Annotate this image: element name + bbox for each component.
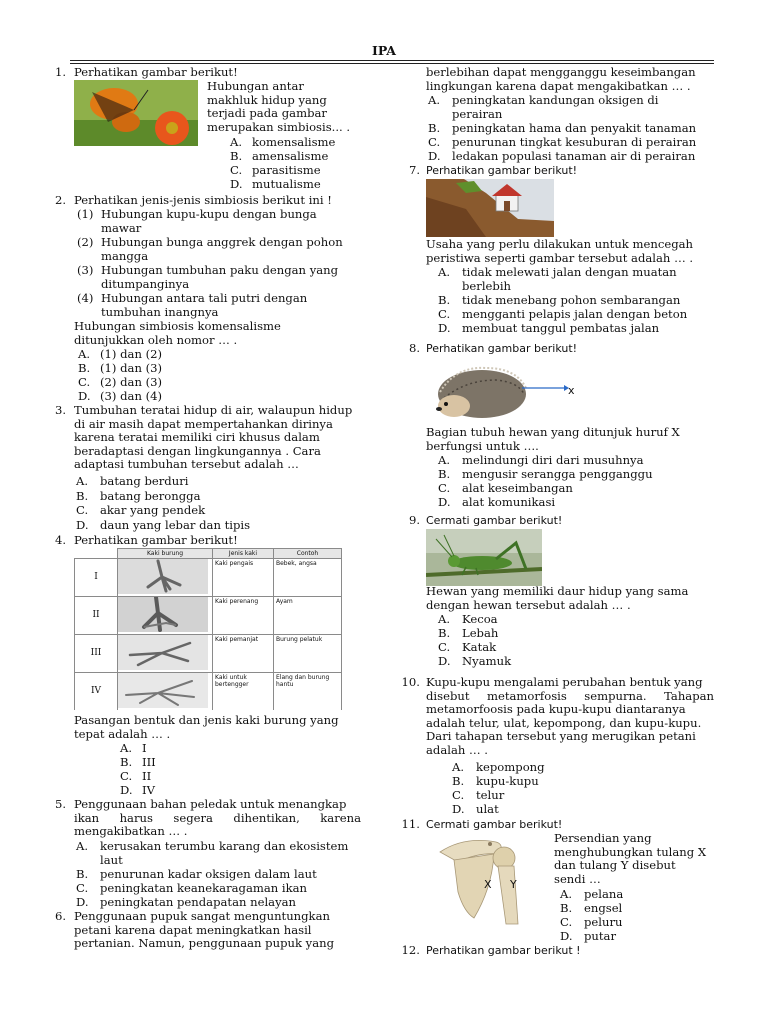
label-y: Y <box>510 878 517 891</box>
table-header: Contoh <box>274 549 342 559</box>
question-6 <box>44 910 364 954</box>
question-text: Penggunaan pupuk sangat menguntungkan petani karena dapat meningkatkan hasil pertanian. Namun, penggunaan pupuk yang <box>74 909 335 951</box>
desc-line: makhluk hidup yang <box>207 92 327 107</box>
question-prompt: Hewan yang memiliki daur hidup yang sama dengan hewan tersebut adalah … . <box>426 584 689 612</box>
question-2: 2. Perhatikan jenis-jenis simbiosis berikut ini ! (1) Hubungan kupu-kupu dengan bunga mawar (2) Hubungan bunga anggrek dengan pohon mangga (3) Hubungan tumbuhan paku dengan yang ditumpanginya (4) Hubungan antara tali putri dengan tumbuhan inangnya Hubungan simbiosis komensalisme ditunjukkan oleh nomor … . A. (1) dan (2) B. (1) dan (3) C. (2) dan (3) D. (3) dan (4) <box>44 194 364 406</box>
bird-foot-image <box>118 673 213 711</box>
table-header: Jenis kaki <box>213 549 274 559</box>
label-x: x <box>568 384 575 397</box>
question-description: Persendian yang menghubungkan tulang X dan tulang Y disebut sendi … <box>554 831 707 886</box>
question-10: 10. Kupu-kupu mengalami perubahan bentuk yang disebut metamorfosis sempurna. Tahapan metamorfoosis pada kupu-kupu diantaranya adalah telur, ulat, kepompong, dan kupu-kupu. Dari tahapan tersebut yang merugikan petani adalah … . A. kepompong B. kupu-kupu C. telur D. ulat <box>398 676 718 818</box>
question-prompt: Pasangan bentuk dan jenis kaki burung yang <box>74 713 339 727</box>
question-6-continued: berlebihan dapat mengganggu keseimbangan lingkungan karena dapat mengakibatkan … . A. peningkatan kandungan oksigen di perairan B. peningkatan hama dan penyakit tanaman C. penurunan tingkat kesuburan di perairan D. ledakan populasi tanaman air di perairan <box>398 66 718 166</box>
question-11: 11. Cermati gambar berikut! X Y Persendian yang menghubungkan tulang X dan tulang Y disebut sendi … A. pelana B. engsel C. peluru D. putar <box>398 818 718 942</box>
header-rule-thin <box>70 63 714 64</box>
question-text: Perhatikan jenis-jenis simbiosis berikut ini ! <box>74 193 332 207</box>
page-header: IPA <box>371 43 397 58</box>
question-number: 10. <box>401 675 420 689</box>
question-text: Tumbuhan teratai hidup di air, walaupun hidup di air masih dapat mempertahankan dirinya karena teratai memiliki ciri khusus dalam beradaptasi dengan lingkungannya . Cara adaptasi tumbuhan tersebut adalah … <box>74 403 353 472</box>
table-row: III Kaki pemanjat Burung pelatuk <box>75 635 342 673</box>
question-number: 1. <box>54 65 66 79</box>
list-item: (1) Hubungan kupu-kupu dengan bunga mawar <box>77 207 317 235</box>
question-number: 3. <box>54 403 66 417</box>
hedgehog-image <box>426 358 586 422</box>
question-number: 11. <box>401 817 420 831</box>
table-row: I Kaki pengais Bebek, angsa <box>75 559 342 597</box>
desc-line: terjadi pada gambar <box>207 106 327 121</box>
question-prompt: ditunjukkan oleh nomor … . <box>74 333 238 347</box>
list-item: (4) Hubungan antara tali putri dengan tumbuhan inangnya <box>77 291 308 319</box>
question-number: 9. <box>408 513 420 527</box>
question-number: 4. <box>54 533 66 547</box>
question-prompt: Usaha yang perlu dilakukan untuk mencegah peristiwa seperti gambar tersebut adalah … . <box>426 237 694 265</box>
question-text: Penggunaan bahan peledak untuk menangkap ikan harus segera dihentikan, karena mengakibatkan … . <box>74 797 361 839</box>
question-text: Perhatikan gambar berikut! <box>426 342 578 355</box>
question-text: Cermati gambar berikut! <box>426 514 563 527</box>
question-5: 5. Penggunaan bahan peledak untuk menangkap ikan harus segera dihentikan, karena mengakibatkan … . A. kerusakan terumbu karang dan ekosistem laut B. penurunan kadar oksigen dalam laut C. peningkatan keanekaragaman ikan D. peningkatan pendapatan nelayan <box>44 798 364 910</box>
question-text: berlebihan dapat mengganggu keseimbangan lingkungan karena dapat mengakibatkan … . <box>426 65 696 93</box>
table-row: IV Kaki untuk bertengger Elang dan burung hantu <box>75 673 342 711</box>
question-number: 6. <box>54 909 66 923</box>
question-number: 12. <box>401 943 420 957</box>
question-text: Cermati gambar berikut! <box>426 818 563 831</box>
question-1: 1. Perhatikan gambar berikut! Hubungan antar makhluk hidup yang terjadi pada gambar merupakan simbiosis... . A. komensalisme B. amensalisme C. parasitisme D. mutualisme <box>44 66 364 196</box>
question-9: 9. Cermati gambar berikut! Hewan yang memiliki daur hidup yang sama dengan hewan tersebut adalah … . A. Kecoa B. Lebah C. Katak D. Nyamuk <box>398 514 718 674</box>
question-text: Perhatikan gambar berikut! <box>426 164 578 177</box>
question-12 <box>398 944 718 960</box>
question-text: Kupu-kupu mengalami perubahan bentuk yang disebut metamorfosis sempurna. Tahapan metamorfoosis pada kupu-kupu diantaranya adalah telur, ulat, kepompong, dan kupu-kupu. Dari tahapan tersebut yang merugikan petani adalah … . <box>426 675 714 757</box>
question-number: 7. <box>408 163 420 177</box>
bird-feet-table <box>74 548 342 710</box>
question-prompt: Hubungan simbiosis komensalisme <box>74 319 281 333</box>
question-text: Perhatikan gambar berikut! <box>74 533 238 547</box>
question-number: 5. <box>54 797 66 811</box>
bird-foot-image <box>118 559 213 597</box>
table-row: II Kaki perenang Ayam <box>75 597 342 635</box>
list-item: (3) Hubungan tumbuhan paku dengan yang ditumpanginya <box>77 263 339 291</box>
question-number: 8. <box>408 341 420 355</box>
table-header: Kaki burung <box>118 549 213 559</box>
grasshopper-image <box>426 529 542 586</box>
question-text: Perhatikan gambar berikut ! <box>426 944 581 957</box>
question-prompt: tepat adalah … . <box>74 727 171 741</box>
desc-line: Hubungan antar <box>207 79 304 93</box>
question-number: 2. <box>54 193 66 207</box>
question-3: 3. Tumbuhan teratai hidup di air, walaupun hidup di air masih dapat mempertahankan dirinya karena teratai memiliki ciri khusus dalam beradaptasi dengan lingkungannya . Cara adaptasi tumbuhan tersebut adalah … A. batang berduri B. batang berongga C. akar yang pendek D. daun yang lebar dan tipis <box>44 404 364 534</box>
bird-foot-image <box>118 635 213 673</box>
desc-line: merupakan simbiosis... . <box>207 119 351 134</box>
question-4: 4. Perhatikan gambar berikut! Kaki burung Jenis kaki Contoh I Kaki pengais Bebek, angsa II Kaki perenang Ayam III Kaki pemanjat Burung pelatuk IV Kaki untuk bertengger Elang dan burung hantu Pasangan bentuk dan jenis kaki burung yang tepat adalah … . A. I B. III C. II D. IV <box>44 534 364 796</box>
butterfly-flower-image <box>74 80 198 146</box>
question-7: 7. Perhatikan gambar berikut! Usaha yang perlu dilakukan untuk mencegah peristiwa seperti gambar tersebut adalah … . A. tidak melewati jalan dengan muatan berlebih B. tidak menebang pohon sembarangan C. mengganti pelapis jalan dengan beton D. membuat tanggul pembatas jalan <box>398 164 718 340</box>
header-rule <box>70 60 714 61</box>
question-text: Perhatikan gambar berikut! <box>74 65 238 79</box>
item-list <box>77 208 367 320</box>
list-item: (2) Hubungan bunga anggrek dengan pohon mangga <box>77 235 343 263</box>
question-8: 8. Perhatikan gambar berikut! x Bagian tubuh hewan yang ditunjuk huruf X berfungsi untuk …. A. melindungi diri dari musuhnya B. mengusir serangga pengganggu C. alat keseimbangan D. alat komunikasi <box>398 342 718 514</box>
question-prompt: Bagian tubuh hewan yang ditunjuk huruf X berfungsi untuk …. <box>426 425 680 453</box>
bird-foot-image <box>118 597 213 635</box>
landslide-image <box>426 179 554 237</box>
label-x: X <box>484 878 492 891</box>
question-description <box>207 80 350 134</box>
